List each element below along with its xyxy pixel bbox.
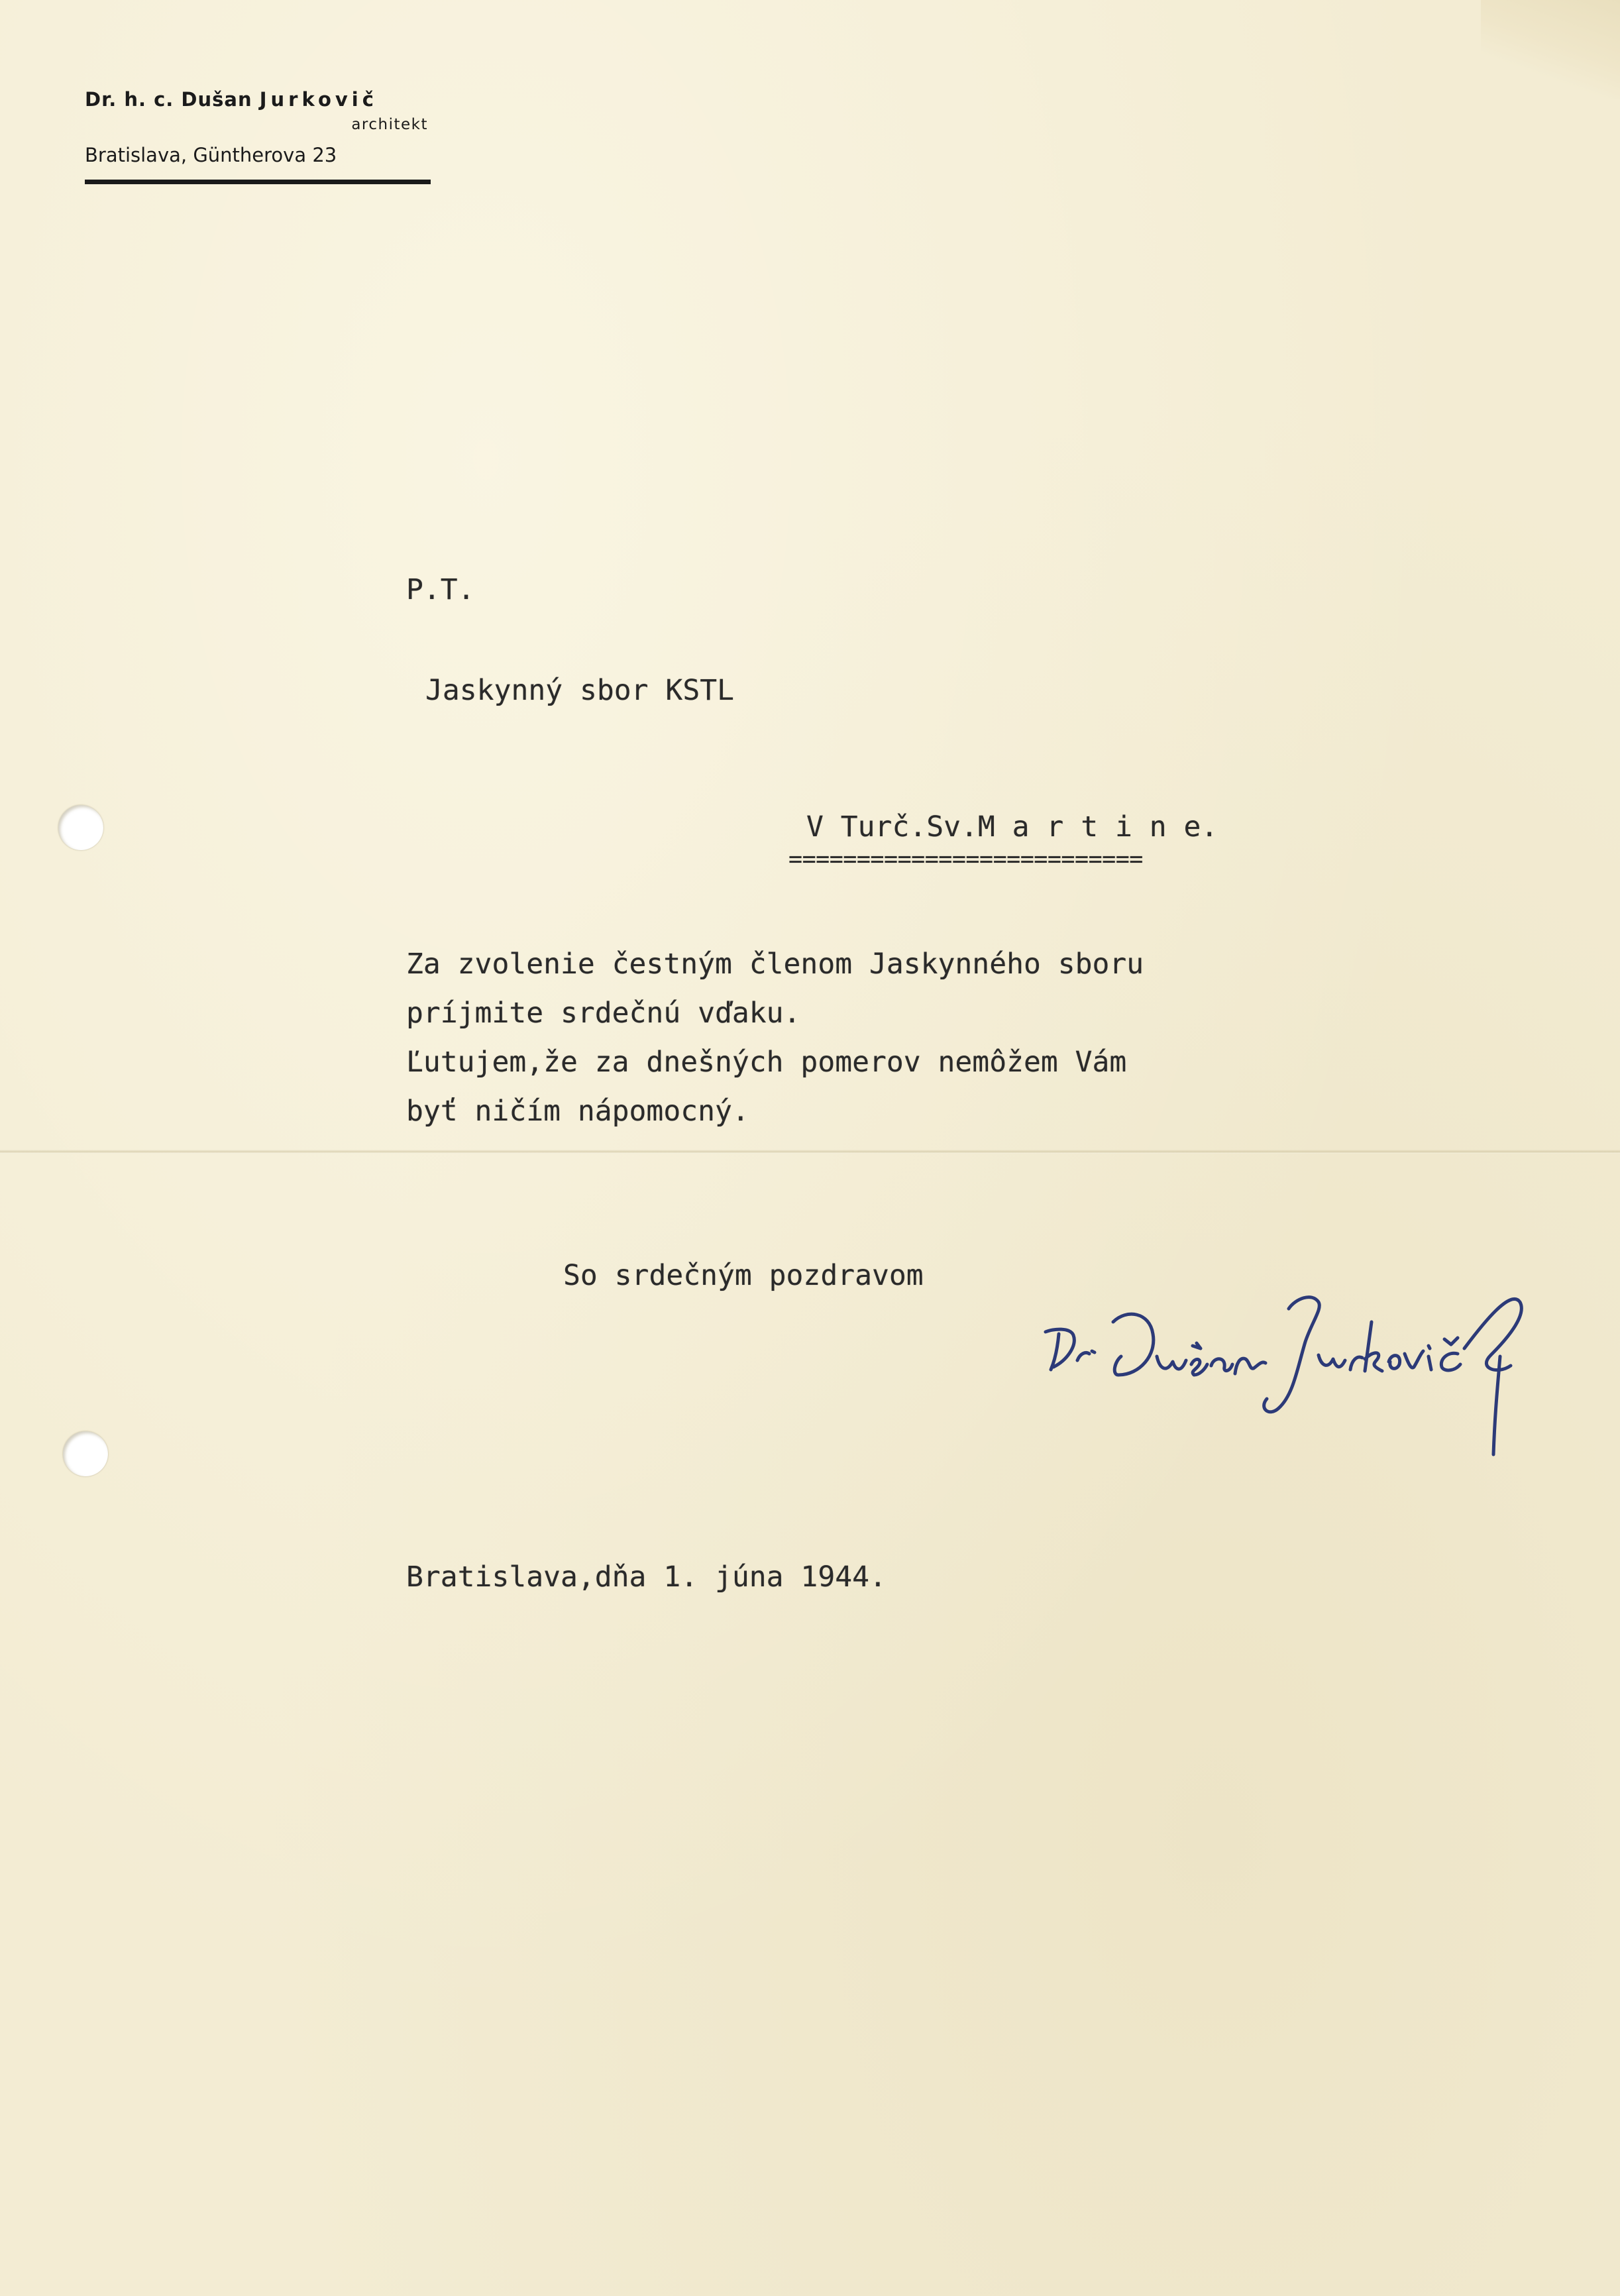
body-line: Ľutujem,že za dnešných pomerov nemôžem Vám — [406, 1046, 1127, 1079]
paper-fold-crease — [0, 1150, 1620, 1154]
body-line: byť ničím nápomocný. — [406, 1095, 749, 1128]
recipient-place: V Turč.Sv.M a r t i n e. — [806, 810, 1218, 844]
letterhead-role: architekt — [351, 116, 428, 133]
date-line: Bratislava,dňa 1. júna 1944. — [406, 1560, 887, 1594]
closing-line: So srdečným pozdravom — [563, 1259, 924, 1292]
recipient-line: Jaskynný sbor KSTL — [425, 674, 734, 707]
paper-corner-fold — [1481, 0, 1620, 99]
punch-hole — [58, 805, 103, 850]
salutation: P.T. — [406, 573, 475, 606]
letterhead-rule — [85, 180, 431, 184]
handwritten-signature — [1034, 1282, 1537, 1481]
letterhead-address: Bratislava, Güntherova 23 — [85, 144, 337, 166]
letterhead-surname: Jurkovič — [259, 88, 378, 111]
punch-hole — [63, 1431, 108, 1476]
letterhead — [85, 88, 431, 184]
letterhead-name — [85, 88, 431, 111]
body-line: príjmite srdečnú vďaku. — [406, 997, 801, 1030]
body-line: Za zvolenie čestným členom Jaskynného sboru — [406, 948, 1144, 981]
letterhead-name-prefix: Dr. h. c. Dušan — [85, 88, 252, 111]
letter-body — [406, 940, 1144, 1136]
place-underline: ========================== — [788, 846, 1143, 873]
